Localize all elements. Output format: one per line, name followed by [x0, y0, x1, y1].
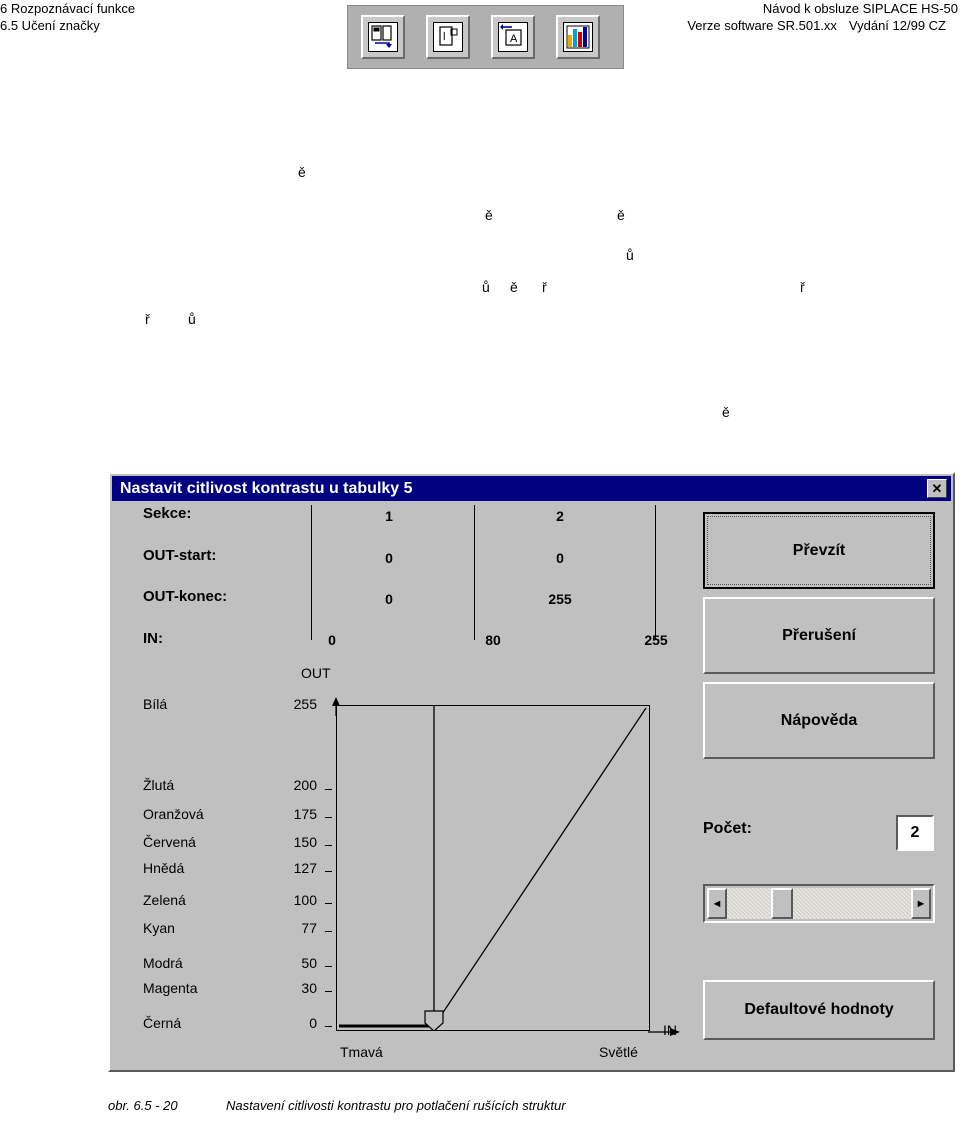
tick-name-modra: Modrá — [143, 955, 183, 971]
contrast-curve-plot — [336, 705, 650, 1031]
value-out-start-1: 0 — [385, 550, 393, 566]
stray-accent: ř — [145, 311, 150, 327]
value-in-80: 80 — [485, 632, 501, 648]
stray-accent: ů — [482, 279, 490, 295]
icon-toolbar — [347, 5, 624, 69]
accept-button[interactable] — [703, 512, 935, 589]
figure-number: obr. 6.5 - 20 — [108, 1098, 178, 1113]
tick-value-127: 127 — [293, 860, 317, 876]
svg-text:l: l — [443, 31, 446, 43]
chart-y-axis-label: OUT — [301, 665, 331, 681]
stray-accent: ě — [485, 207, 493, 223]
stray-accent: ů — [188, 311, 196, 327]
stray-accent: ě — [298, 164, 306, 180]
chart-x-axis-label: IN — [663, 1022, 677, 1038]
tick-name-bila: Bílá — [143, 696, 168, 712]
tick-value-30: 30 — [301, 980, 317, 996]
value-sekce-2: 2 — [556, 508, 564, 524]
dialog-title: Nastavit citlivost kontrastu u tabulky 5 — [120, 480, 413, 497]
tick-name-magenta: Magenta — [143, 980, 198, 996]
tick-value-255: 255 — [293, 696, 317, 712]
defaults-button-label: Defaultové hodnoty — [744, 1001, 894, 1018]
chart-x-left-label: Tmavá — [340, 1044, 383, 1060]
tick-value-0: 0 — [309, 1015, 317, 1031]
stray-accent: ř — [542, 279, 547, 295]
header-software-version: Verze software SR.501.xx — [687, 18, 837, 33]
value-out-konec-1: 0 — [385, 591, 393, 607]
accept-button-label: Převzít — [792, 542, 846, 559]
scrollbar-left-arrow-icon[interactable]: ◄ — [707, 888, 727, 919]
tick-name-zelena: Zelená — [143, 892, 186, 908]
stray-accent: ě — [510, 279, 518, 295]
mark-teach-icon[interactable] — [491, 15, 535, 59]
color-bars-icon[interactable] — [556, 15, 600, 59]
section-separator — [655, 505, 656, 640]
dialog-titlebar[interactable] — [112, 476, 951, 501]
tick-name-oranzova: Oranžová — [143, 806, 204, 822]
chart-x-right-label: Světlé — [599, 1044, 638, 1060]
tick-name-cerna: Černá — [143, 1015, 182, 1031]
header-chapter: 6 Rozpoznávací funkce — [0, 1, 136, 16]
value-sekce-1: 1 — [385, 508, 393, 524]
defaults-button[interactable] — [703, 980, 935, 1040]
value-in-0: 0 — [328, 632, 336, 648]
help-button[interactable] — [703, 682, 935, 759]
figure-caption-text: Nastavení citlivosti kontrastu pro potlačení rušících struktur — [226, 1098, 566, 1113]
tick-mark — [325, 845, 332, 846]
tick-mark — [325, 931, 332, 932]
tick-name-kyan: Kyan — [143, 920, 175, 936]
header-edition: Vydání 12/99 CZ — [848, 18, 946, 33]
abort-button-label: Přerušení — [782, 627, 856, 644]
scrollbar-right-arrow-icon[interactable]: ► — [911, 888, 931, 919]
tick-mark — [325, 966, 332, 967]
row-label-out-start: OUT-start: — [143, 547, 217, 564]
tick-mark — [325, 1026, 332, 1027]
header-section: 6.5 Učení značky — [0, 18, 100, 33]
value-in-255: 255 — [644, 632, 668, 648]
close-icon[interactable]: ✕ — [927, 479, 947, 498]
stray-accent: ů — [626, 247, 634, 263]
tick-name-zluta: Žlutá — [143, 777, 175, 793]
tick-value-175: 175 — [293, 806, 317, 822]
count-label: Počet: — [703, 820, 752, 837]
count-value-field[interactable]: 2 — [896, 815, 934, 851]
scrollbar-track[interactable] — [727, 888, 911, 919]
tick-value-200: 200 — [293, 777, 317, 793]
tick-mark — [325, 903, 332, 904]
tick-mark — [325, 789, 332, 790]
component-window-icon[interactable] — [426, 15, 470, 59]
panel-transport-icon[interactable] — [361, 15, 405, 59]
tick-mark — [325, 871, 332, 872]
tick-mark — [325, 817, 332, 818]
row-label-in: IN: — [143, 630, 163, 647]
tick-value-150: 150 — [293, 834, 317, 850]
figure-caption — [108, 1098, 566, 1113]
document-header-left — [0, 0, 135, 34]
row-label-out-konec: OUT-konec: — [143, 588, 228, 605]
section-separator — [474, 505, 475, 640]
row-label-sekce: Sekce: — [143, 505, 192, 522]
tick-name-hneda: Hnědá — [143, 860, 185, 876]
stray-accent: ě — [722, 404, 730, 420]
svg-text:A: A — [510, 33, 518, 45]
tick-value-50: 50 — [301, 955, 317, 971]
help-button-label: Nápověda — [780, 712, 858, 729]
header-manual-title: Návod k obsluze SIPLACE HS-50 — [762, 1, 958, 16]
chart-y-axis-arrow — [326, 697, 348, 717]
count-scrollbar[interactable] — [703, 884, 935, 923]
tick-mark — [325, 991, 332, 992]
value-out-start-2: 0 — [556, 550, 564, 566]
section-separator — [311, 505, 312, 640]
tick-value-100: 100 — [293, 892, 317, 908]
document-header-right — [687, 0, 958, 34]
scrollbar-thumb[interactable] — [771, 888, 793, 919]
stray-accent: ř — [800, 279, 805, 295]
tick-value-77: 77 — [301, 920, 317, 936]
value-out-konec-2: 255 — [548, 591, 572, 607]
abort-button[interactable] — [703, 597, 935, 674]
stray-accent: ě — [617, 207, 625, 223]
tick-name-cervena: Červená — [143, 834, 196, 850]
